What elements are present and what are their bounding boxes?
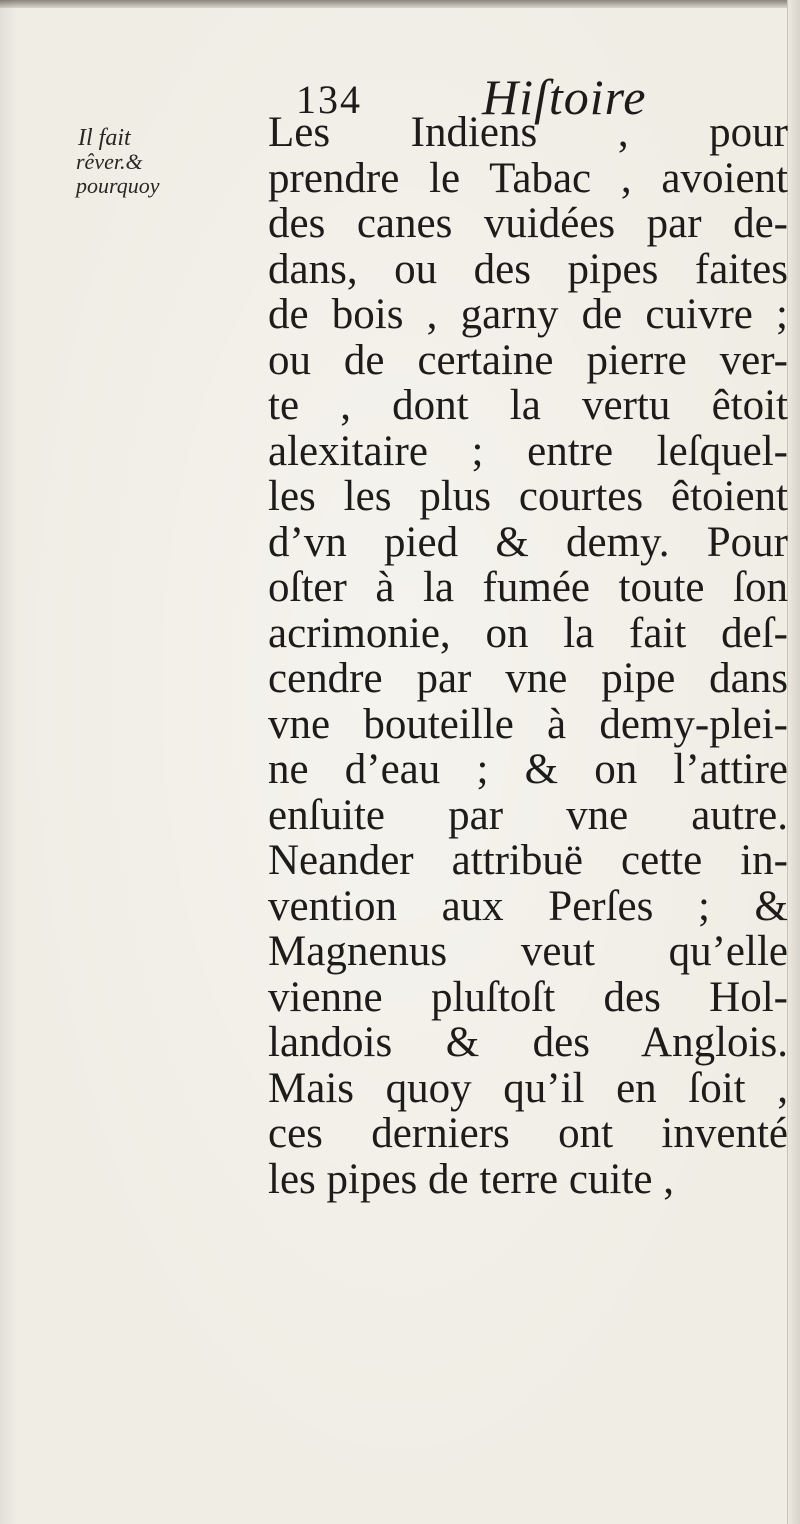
margin-note-line: rêver.&: [76, 149, 143, 174]
margin-note-line: Il fait: [78, 125, 131, 151]
page-gutter-shadow: [0, 0, 18, 1524]
text-line: vention aux Perſes ; &: [268, 882, 788, 930]
text-line: Les Indiens , pour: [268, 109, 788, 156]
text-line: oſter à la fumée toute ſon: [268, 564, 788, 611]
text-line: prendre le Tabac , avoient: [268, 154, 788, 202]
running-title: Hiſtoire: [482, 69, 647, 125]
margin-note-line: pourquoy: [76, 173, 160, 198]
page-top-edge: [0, 0, 800, 8]
text-line: Mais quoy qu’il en ſoit ,: [268, 1064, 788, 1112]
text-line: de bois , garny de cuivre ;: [268, 291, 788, 338]
text-line: acrimonie, on la fait deſ-: [268, 609, 788, 657]
margin-note: [76, 126, 256, 198]
text-line: Neander attribuë cette in-: [268, 837, 788, 884]
text-line: dans, ou des pipes faites: [268, 245, 788, 293]
text-line: enſuite par vne autre.: [268, 791, 788, 839]
text-line: Magnenus veut qu’elle: [268, 928, 788, 975]
page-right-edge: [787, 0, 800, 1524]
text-line: des canes vuidées par de-: [268, 200, 788, 247]
text-line: cendre par vne pipe dans: [268, 655, 788, 702]
text-line: d’vn pied & demy. Pour: [268, 518, 788, 566]
body-text: [268, 110, 788, 1202]
text-line: les les plus courtes êtoient: [268, 473, 788, 520]
text-line: les pipes de terre cuite ,: [268, 1155, 674, 1203]
text-line: landois & des Anglois.: [268, 1019, 788, 1066]
text-line: ne d’eau ; & on l’attire: [268, 746, 788, 793]
page-number: 134: [296, 77, 362, 122]
text-line: vienne pluſtoſt des Hol-: [268, 973, 788, 1021]
text-line: te , dont la vertu êtoit: [268, 382, 788, 429]
text-line: vne bouteille à demy-plei-: [268, 700, 788, 748]
text-line: alexitaire ; entre leſquel-: [268, 427, 788, 475]
text-line: ou de certaine pierre ver-: [268, 336, 788, 384]
text-line: ces derniers ont inventé: [268, 1110, 788, 1157]
